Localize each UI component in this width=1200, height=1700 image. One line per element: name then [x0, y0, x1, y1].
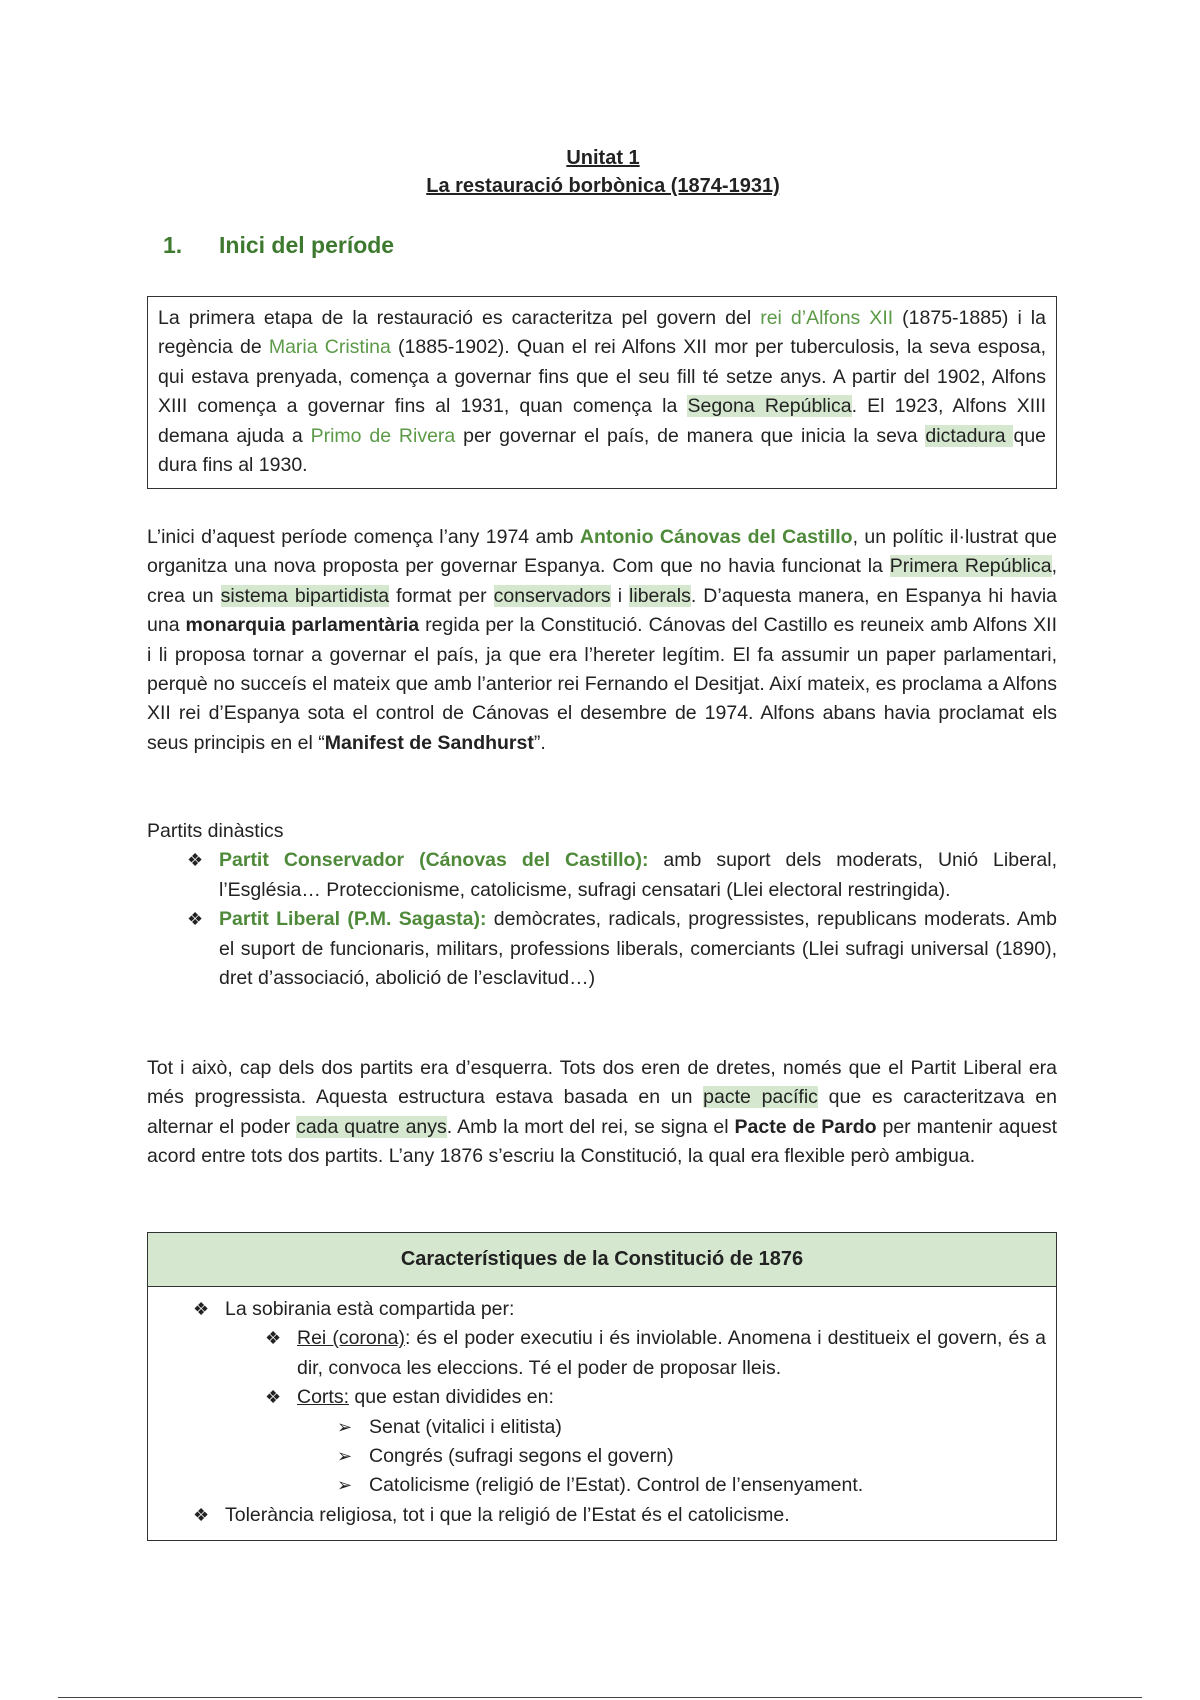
list-item: ❖ Corts: que estan dividides en: — [193, 1383, 1046, 1412]
partits-list — [147, 846, 1057, 993]
section-heading — [163, 232, 394, 259]
diamond-bullet-icon: ❖ — [187, 850, 204, 871]
diamond-bullet-icon: ❖ — [265, 1328, 282, 1349]
keyword-primo-de-rivera: Primo de Rivera — [310, 424, 456, 447]
table-body — [148, 1287, 1056, 1540]
list-item: ➢ Senat (vitalici i elitista) — [193, 1413, 1046, 1442]
arrow-bullet-icon: ➢ — [337, 1416, 353, 1437]
keyword-pacte-pardo: Pacte de Pardo — [734, 1115, 877, 1138]
partits-dinastics — [147, 817, 1057, 993]
keyword-alfons-xii: rei d’Alfons XII — [760, 307, 894, 329]
diamond-bullet-icon: ❖ — [265, 1387, 282, 1408]
keyword-primera-republica: Primera República — [889, 555, 1052, 578]
list-item: ❖ Tolerància religiosa, tot i que la religió de l’Estat és el catolicisme. — [193, 1501, 1046, 1530]
keyword-conservadors: conservadors — [493, 584, 611, 607]
diamond-bullet-icon: ❖ — [193, 1504, 210, 1525]
title-topic: La restauració borbònica (1874-1931) — [426, 175, 780, 197]
intro-box — [147, 296, 1057, 489]
keyword-dictadura: dictadura — [925, 424, 1014, 447]
section-number: 1. — [163, 232, 183, 258]
rei-label: Rei (corona) — [297, 1327, 405, 1350]
paragraph-canovas: L’inici d’aquest període comença l’any 1974 amb Antonio Cánovas del Castillo, un polític il·lustrat que organitza una nova proposta per governar Espanya. Com que no havia funcionat la Primera República, crea un sistema bipartidista format per conservadors i liberals. D’aquesta manera, en Espanya hi havia una monarquia parlamentària regida per la Constitució. Cánovas del Castillo es reuneix amb Alfons XII i li proposa tornar a governar el país, ja que era l’hereter legítim. El fa assumir un paper parlamentari, perquè no succeís el mateix que amb l’anterior rei Fernando el Desitjat. Així mateix, es proclama a Alfons XII rei d’Espanya sota el control de Cánovas el desembre de 1974. Alfons abans havia proclamat els seus principis en el “Manifest de Sandhurst”. — [147, 526, 1058, 754]
constitucio-table — [147, 1232, 1057, 1541]
keyword-pacte-pacific: pacte pacífic — [703, 1086, 818, 1109]
diamond-bullet-icon: ❖ — [193, 1299, 210, 1319]
table-header: Característiques de la Constitució de 1876 — [148, 1233, 1056, 1287]
list-item: ➢ Congrés (sufragi segons el govern) — [193, 1442, 1046, 1471]
section-title: Inici del període — [219, 232, 395, 258]
keyword-segona-republica: Segona República — [687, 395, 852, 418]
list-item: ❖ Partit Liberal (P.M. Sagasta): demòcrates, radicals, progressistes, republicans moderats. Amb el suport de funcionaris, militars, professions liberals, comerciants (Llei sufragi universal (1890), dret d’associació, abolició de l’esclavitud…) — [187, 905, 1057, 993]
keyword-monarquia: monarquia parlamentària — [185, 614, 420, 637]
document-title — [147, 144, 1059, 200]
keyword-maria-cristina: Maria Cristina — [268, 336, 391, 359]
list-item: ❖ Partit Conservador (Cánovas del Castillo): amb suport dels moderats, Unió Liberal, l’Església… Proteccionisme, catolicisme, sufragi censatari (Llei electoral restringida). — [187, 846, 1057, 905]
intro-paragraph: La primera etapa de la restauració es caracteritza pel govern del rei d’Alfons XII (1875-1885) i la regència de Maria Cristina (1885-1902). Quan el rei Alfons XII mor per tuberculosis, la seva esposa, qui estava prenyada, comença a governar fins que el seu fill té setze anys. A partir del 1902, Alfons XIII comença a governar fins al 1931, quan comença la Segona República. El 1923, Alfons XIII demana ajuda a Primo de Rivera per governar el país, de manera que inicia la seva dictadura que dura fins al 1930. — [158, 307, 1047, 477]
list-item: ❖ La sobirania està compartida per: — [193, 1295, 1046, 1324]
corts-label: Corts: — [297, 1386, 350, 1409]
title-unit: Unitat 1 — [566, 147, 640, 169]
list-item: ❖ Rei (corona): és el poder executiu i és inviolable. Anomena i destitueix el govern, és a dir, convoca les eleccions. Té el poder de proposar lleis. — [193, 1324, 1046, 1383]
keyword-canovas: Antonio Cánovas del Castillo — [579, 526, 853, 548]
arrow-bullet-icon: ➢ — [337, 1446, 353, 1467]
keyword-quatre-anys: cada quatre anys — [296, 1115, 447, 1138]
keyword-sandhurst: Manifest de Sandhurst — [324, 731, 534, 754]
page-divider — [58, 1697, 1142, 1698]
keyword-bipartidista: sistema bipartidista — [220, 584, 390, 607]
paragraph-pacte: Tot i això, cap dels dos partits era d’esquerra. Tots dos eren de dretes, només que el Partit Liberal era més progressista. Aquesta estructura estava basada en un pacte pacífic que es caracteritzava en alternar el poder cada quatre anys. Amb la mort del rei, se signa el Pacte de Pardo per mantenir aquest acord entre tots dos partits. L’any 1876 s’escriu la Constitució, la qual era flexible però ambigua. — [147, 1057, 1058, 1168]
partits-heading: Partits dinàstics — [147, 820, 284, 842]
arrow-bullet-icon: ➢ — [337, 1475, 353, 1496]
keyword-liberals: liberals — [629, 584, 691, 607]
list-item: ➢ Catolicisme (religió de l’Estat). Control de l’ensenyament. — [193, 1471, 1046, 1500]
diamond-bullet-icon: ❖ — [187, 909, 204, 930]
party-liberal: Partit Liberal (P.M. Sagasta): — [219, 908, 487, 931]
party-conservador: Partit Conservador (Cánovas del Castillo): — [219, 849, 649, 872]
